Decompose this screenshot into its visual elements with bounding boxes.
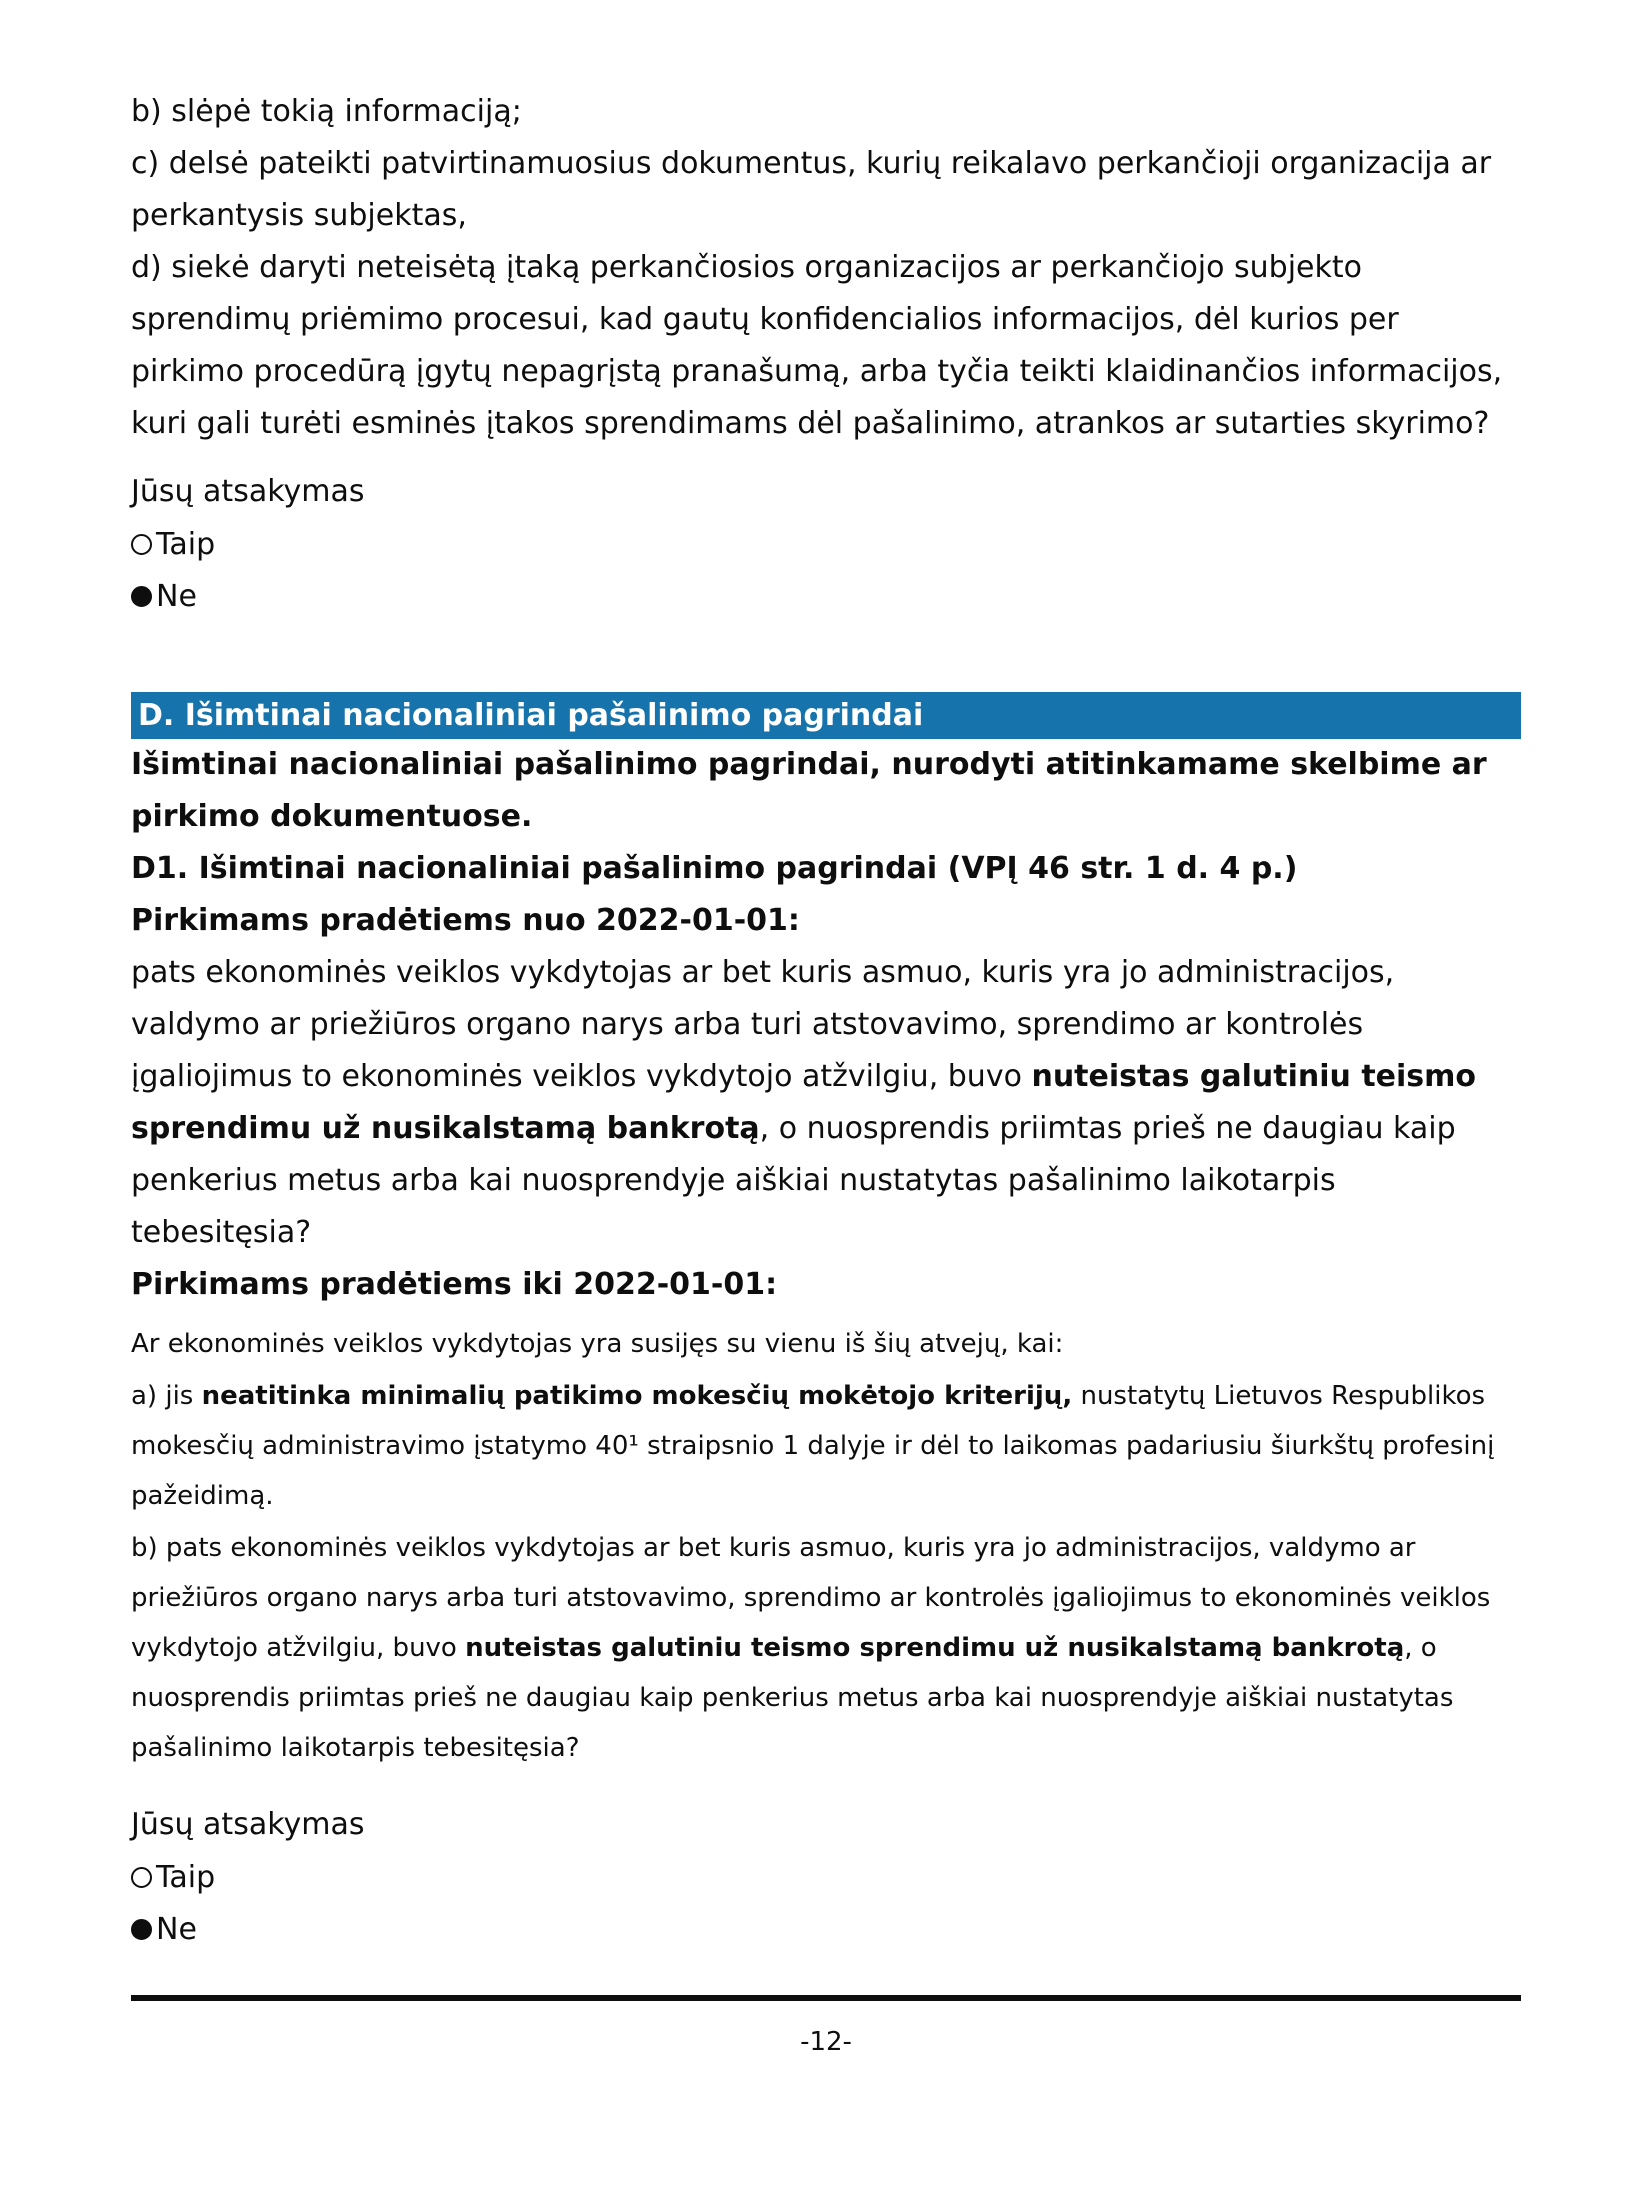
radio-option-taip[interactable] bbox=[131, 518, 1521, 570]
option-c-text: c) delsė pateikti patvirtinamuosius dokumentus, kurių reikalavo perkančioji organizacija ar perkantysis subjektas, bbox=[131, 146, 1492, 233]
answer-block-1 bbox=[131, 466, 1521, 622]
radio-label: Taip bbox=[156, 526, 216, 562]
option-d-text: d) siekė daryti neteisėtą įtaką perkančiosios organizacijos ar perkančiojo subjekto sprendimų priėmimo procesui, kad gautų konfidencialios informacijos, dėl kurios per pirkimo procedūrą įgytų nepagrįstą pranašumą, arba tyčia teikti klaidinančios informacijos, kuri gali turėti esminės įtakos sprendimams dėl pašalinimo, atrankos ar sutarties skyrimo? bbox=[131, 250, 1503, 441]
radio-label: Taip bbox=[156, 1859, 216, 1895]
radio-unselected-icon[interactable] bbox=[131, 1867, 152, 1888]
radio-selected-icon[interactable] bbox=[131, 1919, 152, 1940]
radio-option-ne[interactable] bbox=[131, 570, 1521, 622]
pirkimams-nuo-label: Pirkimams pradėtiems nuo 2022-01-01: bbox=[131, 903, 800, 938]
option-b-text: b) slėpė tokią informaciją; bbox=[131, 94, 522, 129]
pirkimams-iki-label: Pirkimams pradėtiems iki 2022-01-01: bbox=[131, 1267, 778, 1302]
section-d-header: D. Išimtinai nacionaliniai pašalinimo pagrindai bbox=[131, 692, 1521, 739]
radio-unselected-icon[interactable] bbox=[131, 534, 152, 555]
radio-option-ne[interactable] bbox=[131, 1903, 1521, 1955]
radio-label: Ne bbox=[156, 578, 197, 614]
section-d-intro: Išimtinai nacionaliniai pašalinimo pagrindai, nurodyti atitinkamame skelbime ar pirkimo dokumentuose. bbox=[131, 747, 1487, 834]
footer-divider bbox=[131, 1995, 1521, 2001]
section-d-small-text bbox=[131, 1319, 1521, 1773]
section-d1-title: D1. Išimtinai nacionaliniai pašalinimo pagrindai (VPĮ 46 str. 1 d. 4 p.) bbox=[131, 851, 1298, 886]
radio-label: Ne bbox=[156, 1911, 197, 1947]
question-options-block bbox=[131, 86, 1521, 450]
until-b-text: b) pats ekonominės veiklos vykdytojas ar bet kuris asmuo, kuris yra jo administracijos, valdymo ar priežiūros organo narys arba turi atstovavimo, sprendimo ar kontrolės įgaliojimus to ekonominės veiklos vykdytojo atžvilgiu, buvo nuteistas galutiniu teismo sprendimu už nusikalstamą bankrotą, o nuosprendis priimtas prieš ne daugiau kaip penkerius metus arba kai nuosprendyje aiškiai nustatytas pašalinimo laikotarpis tebesitęsia? bbox=[131, 1533, 1491, 1763]
until-intro-text: Ar ekonominės veiklos vykdytojas yra susijęs su vienu iš šių atvejų, kai: bbox=[131, 1329, 1064, 1359]
section-d-body bbox=[131, 739, 1521, 1311]
page-number: -12- bbox=[800, 2027, 852, 2057]
answer-block-2 bbox=[131, 1799, 1521, 1955]
until-a-text: a) jis neatitinka minimalių patikimo mokesčių mokėtojo kriterijų, nustatytų Lietuvos Respublikos mokesčių administravimo įstatymo 40¹ straipsnio 1 dalyje ir dėl to laikomas padariusiu šiurkštų profesinį pažeidimą. bbox=[131, 1381, 1495, 1511]
radio-option-taip[interactable] bbox=[131, 1851, 1521, 1903]
pirkimams-nuo-body: pats ekonominės veiklos vykdytojas ar bet kuris asmuo, kuris yra jo administracijos, valdymo ar priežiūros organo narys arba turi atstovavimo, sprendimo ar kontrolės įgaliojimus to ekonominės veiklos vykdytojo atžvilgiu, buvo nuteistas galutiniu teismo sprendimu už nusikalstamą bankrotą, o nuosprendis priimtas prieš ne daugiau kaip penkerius metus arba kai nuosprendyje aiškiai nustatytas pašalinimo laikotarpis tebesitęsia? bbox=[131, 955, 1477, 1250]
answer-label: Jūsų atsakymas bbox=[131, 1807, 365, 1842]
radio-selected-icon[interactable] bbox=[131, 586, 152, 607]
answer-label: Jūsų atsakymas bbox=[131, 474, 365, 509]
